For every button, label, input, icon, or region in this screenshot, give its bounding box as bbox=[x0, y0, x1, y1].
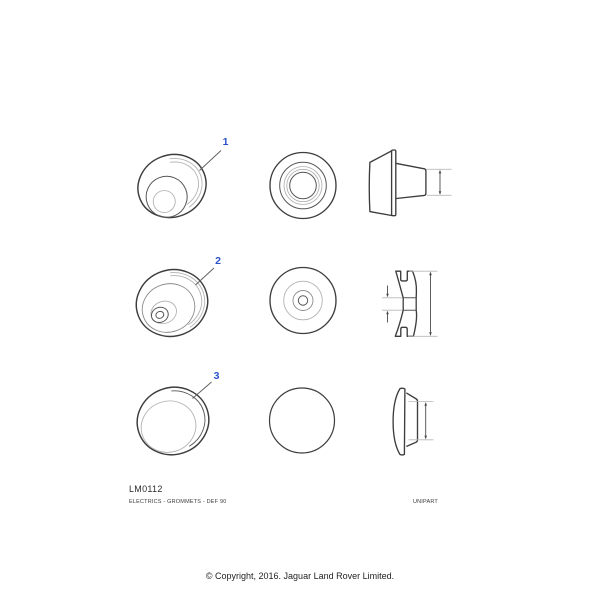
part3-side-view bbox=[393, 388, 417, 455]
part3-perspective-view bbox=[128, 378, 217, 464]
part2-overall-height-dimension bbox=[408, 271, 438, 336]
part1-height-dimension bbox=[427, 169, 452, 195]
part1-front-view bbox=[270, 153, 336, 219]
callout-number-1[interactable]: 1 bbox=[222, 136, 229, 148]
part2-front-view bbox=[270, 268, 336, 334]
part3-height-dimension bbox=[409, 402, 434, 440]
part1-perspective-view bbox=[128, 144, 215, 227]
diagram-code: LM0112 bbox=[129, 484, 163, 494]
copyright-text: © Copyright, 2016. Jaguar Land Rover Limited. bbox=[205, 571, 395, 581]
diagram-description: ELECTRICS - GROMMETS - DEF 90 bbox=[129, 499, 227, 505]
callout-number-3[interactable]: 3 bbox=[213, 370, 220, 382]
callout-1-leader-line bbox=[200, 151, 222, 171]
part2-cross-section-view bbox=[395, 271, 416, 336]
part3-front-view bbox=[270, 388, 335, 453]
callout-number-2[interactable]: 2 bbox=[215, 255, 221, 267]
brand-label: UNIPART bbox=[412, 499, 438, 505]
part2-groove-width-dimension bbox=[382, 286, 403, 323]
part1-side-view bbox=[369, 150, 426, 216]
callout-2-leader-line bbox=[196, 268, 215, 285]
part2-perspective-view bbox=[127, 260, 217, 347]
callout-3-leader-line bbox=[193, 382, 212, 399]
